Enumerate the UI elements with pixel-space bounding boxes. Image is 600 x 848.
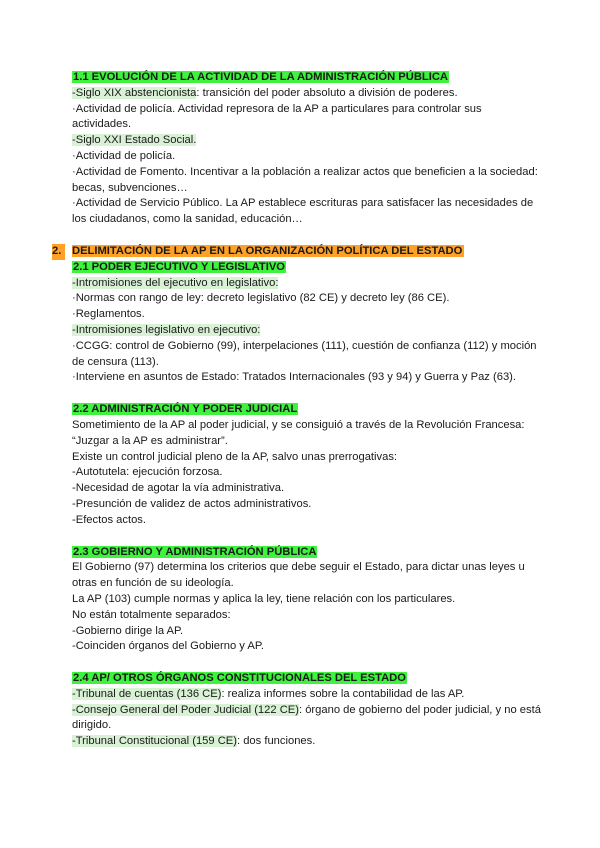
paragraph: [72, 276, 542, 292]
section-2-number: 2.: [52, 244, 65, 260]
paragraph: No están totalmente separados:: [72, 608, 231, 621]
paragraph: La AP (103) cumple normas y aplica la ley, tiene relación con los particulares.: [72, 592, 456, 605]
paragraph: -Coinciden órganos del Gobierno y AP.: [72, 640, 264, 653]
section-2-2: [72, 402, 542, 418]
paragraph: ·Normas con rango de ley: decreto legislativo (82 CE) y decreto ley (86 CE).: [72, 292, 450, 305]
highlighted-text: -Siglo XIX abstencionista: [72, 86, 197, 99]
paragraph: ·Actividad de Servicio Público. La AP establece escrituras para satisfacer las necesidades de los ciudadanos, como la sanidad, educación…: [72, 197, 534, 226]
section-1-1: [72, 70, 542, 86]
paragraph: -Gobierno dirige la AP.: [72, 624, 184, 637]
paragraph: -Autotutela: ejecución forzosa.: [72, 466, 223, 479]
paragraph: Sometimiento de la AP al poder judicial, y se consiguió a través de la Revolución Francesa: “Juzgar a la AP es administrar”.: [72, 418, 525, 447]
text: : dos funciones.: [236, 735, 316, 748]
paragraph: -Efectos actos.: [72, 513, 146, 526]
paragraph: [72, 133, 542, 149]
paragraph: ·Reglamentos.: [72, 308, 145, 321]
section-2-heading-row: [52, 244, 542, 260]
text: : órgano de gobierno del poder judicial, y no está dirigido.: [72, 703, 541, 732]
paragraph: ·Actividad de policía.: [72, 149, 176, 162]
paragraph: -Necesidad de agotar la vía administrativa.: [72, 482, 285, 495]
paragraph: [72, 687, 542, 703]
text: : realiza informes sobre la contabilidad de las AP.: [221, 687, 465, 700]
paragraph: [72, 323, 542, 339]
text: : transición del poder absoluto a división de poderes.: [196, 86, 458, 99]
paragraph: ·CCGG: control de Gobierno (99), interpelaciones (111), cuestión de confianza (112) y moción de censura (113).: [72, 339, 537, 368]
section-2-3-heading: 2.3 GOBIERNO Y ADMINISTRACIÓN PÚBLICA: [73, 545, 317, 558]
highlighted-text: -Intromisiones del ejecutivo en legislativo:: [72, 276, 279, 289]
paragraph: ·Actividad de Fomento. Incentivar a la población a realizar actos que beneficien a la sociedad: becas, subvenciones…: [72, 165, 538, 194]
section-2-1-heading: 2.1 PODER EJECUTIVO Y LEGISLATIVO: [73, 260, 285, 273]
paragraph: ·Actividad de policía. Actividad represora de la AP a particulares para controlar sus actividades.: [72, 102, 482, 131]
section-2-3: [72, 545, 542, 561]
highlighted-text: -Siglo XXI Estado Social.: [72, 134, 197, 147]
paragraph: ·Interviene en asuntos de Estado: Tratados Internacionales (93 y 94) y Guerra y Paz (63).: [72, 371, 517, 384]
section-2-4-heading: 2.4 AP/ OTROS ÓRGANOS CONSTITUCIONALES DEL ESTADO: [73, 672, 406, 685]
document-body: [52, 70, 542, 750]
highlighted-text: -Tribunal Constitucional (159 CE): [72, 735, 237, 748]
section-2-4: [72, 671, 542, 687]
highlighted-text: -Consejo General del Poder Judicial (122 CE): [72, 703, 299, 716]
paragraph: Existe un control judicial pleno de la AP, salvo unas prerrogativas:: [72, 450, 398, 463]
paragraph: [72, 86, 542, 102]
section-2-1: [72, 260, 542, 276]
highlighted-text: -Intromisiones legislativo en ejecutivo:: [72, 323, 261, 336]
paragraph: [72, 734, 542, 750]
paragraph: -Presunción de validez de actos administrativos.: [72, 497, 312, 510]
paragraph: [72, 703, 542, 735]
section-2-heading: DELIMITACIÓN DE LA AP EN LA ORGANIZACIÓN POLÍTICA DEL ESTADO: [72, 244, 463, 257]
paragraph: El Gobierno (97) determina los criterios que debe seguir el Estado, para dictar unas leyes u otras en función de su ideología.: [72, 561, 525, 590]
section-1-1-heading: 1.1 EVOLUCIÓN DE LA ACTIVIDAD DE LA ADMINISTRACIÓN PÚBLICA: [73, 71, 448, 83]
highlighted-text: -Tribunal de cuentas (136 CE): [72, 687, 222, 700]
section-2-2-heading: 2.2 ADMINISTRACIÓN Y PODER JUDICIAL: [73, 403, 298, 416]
